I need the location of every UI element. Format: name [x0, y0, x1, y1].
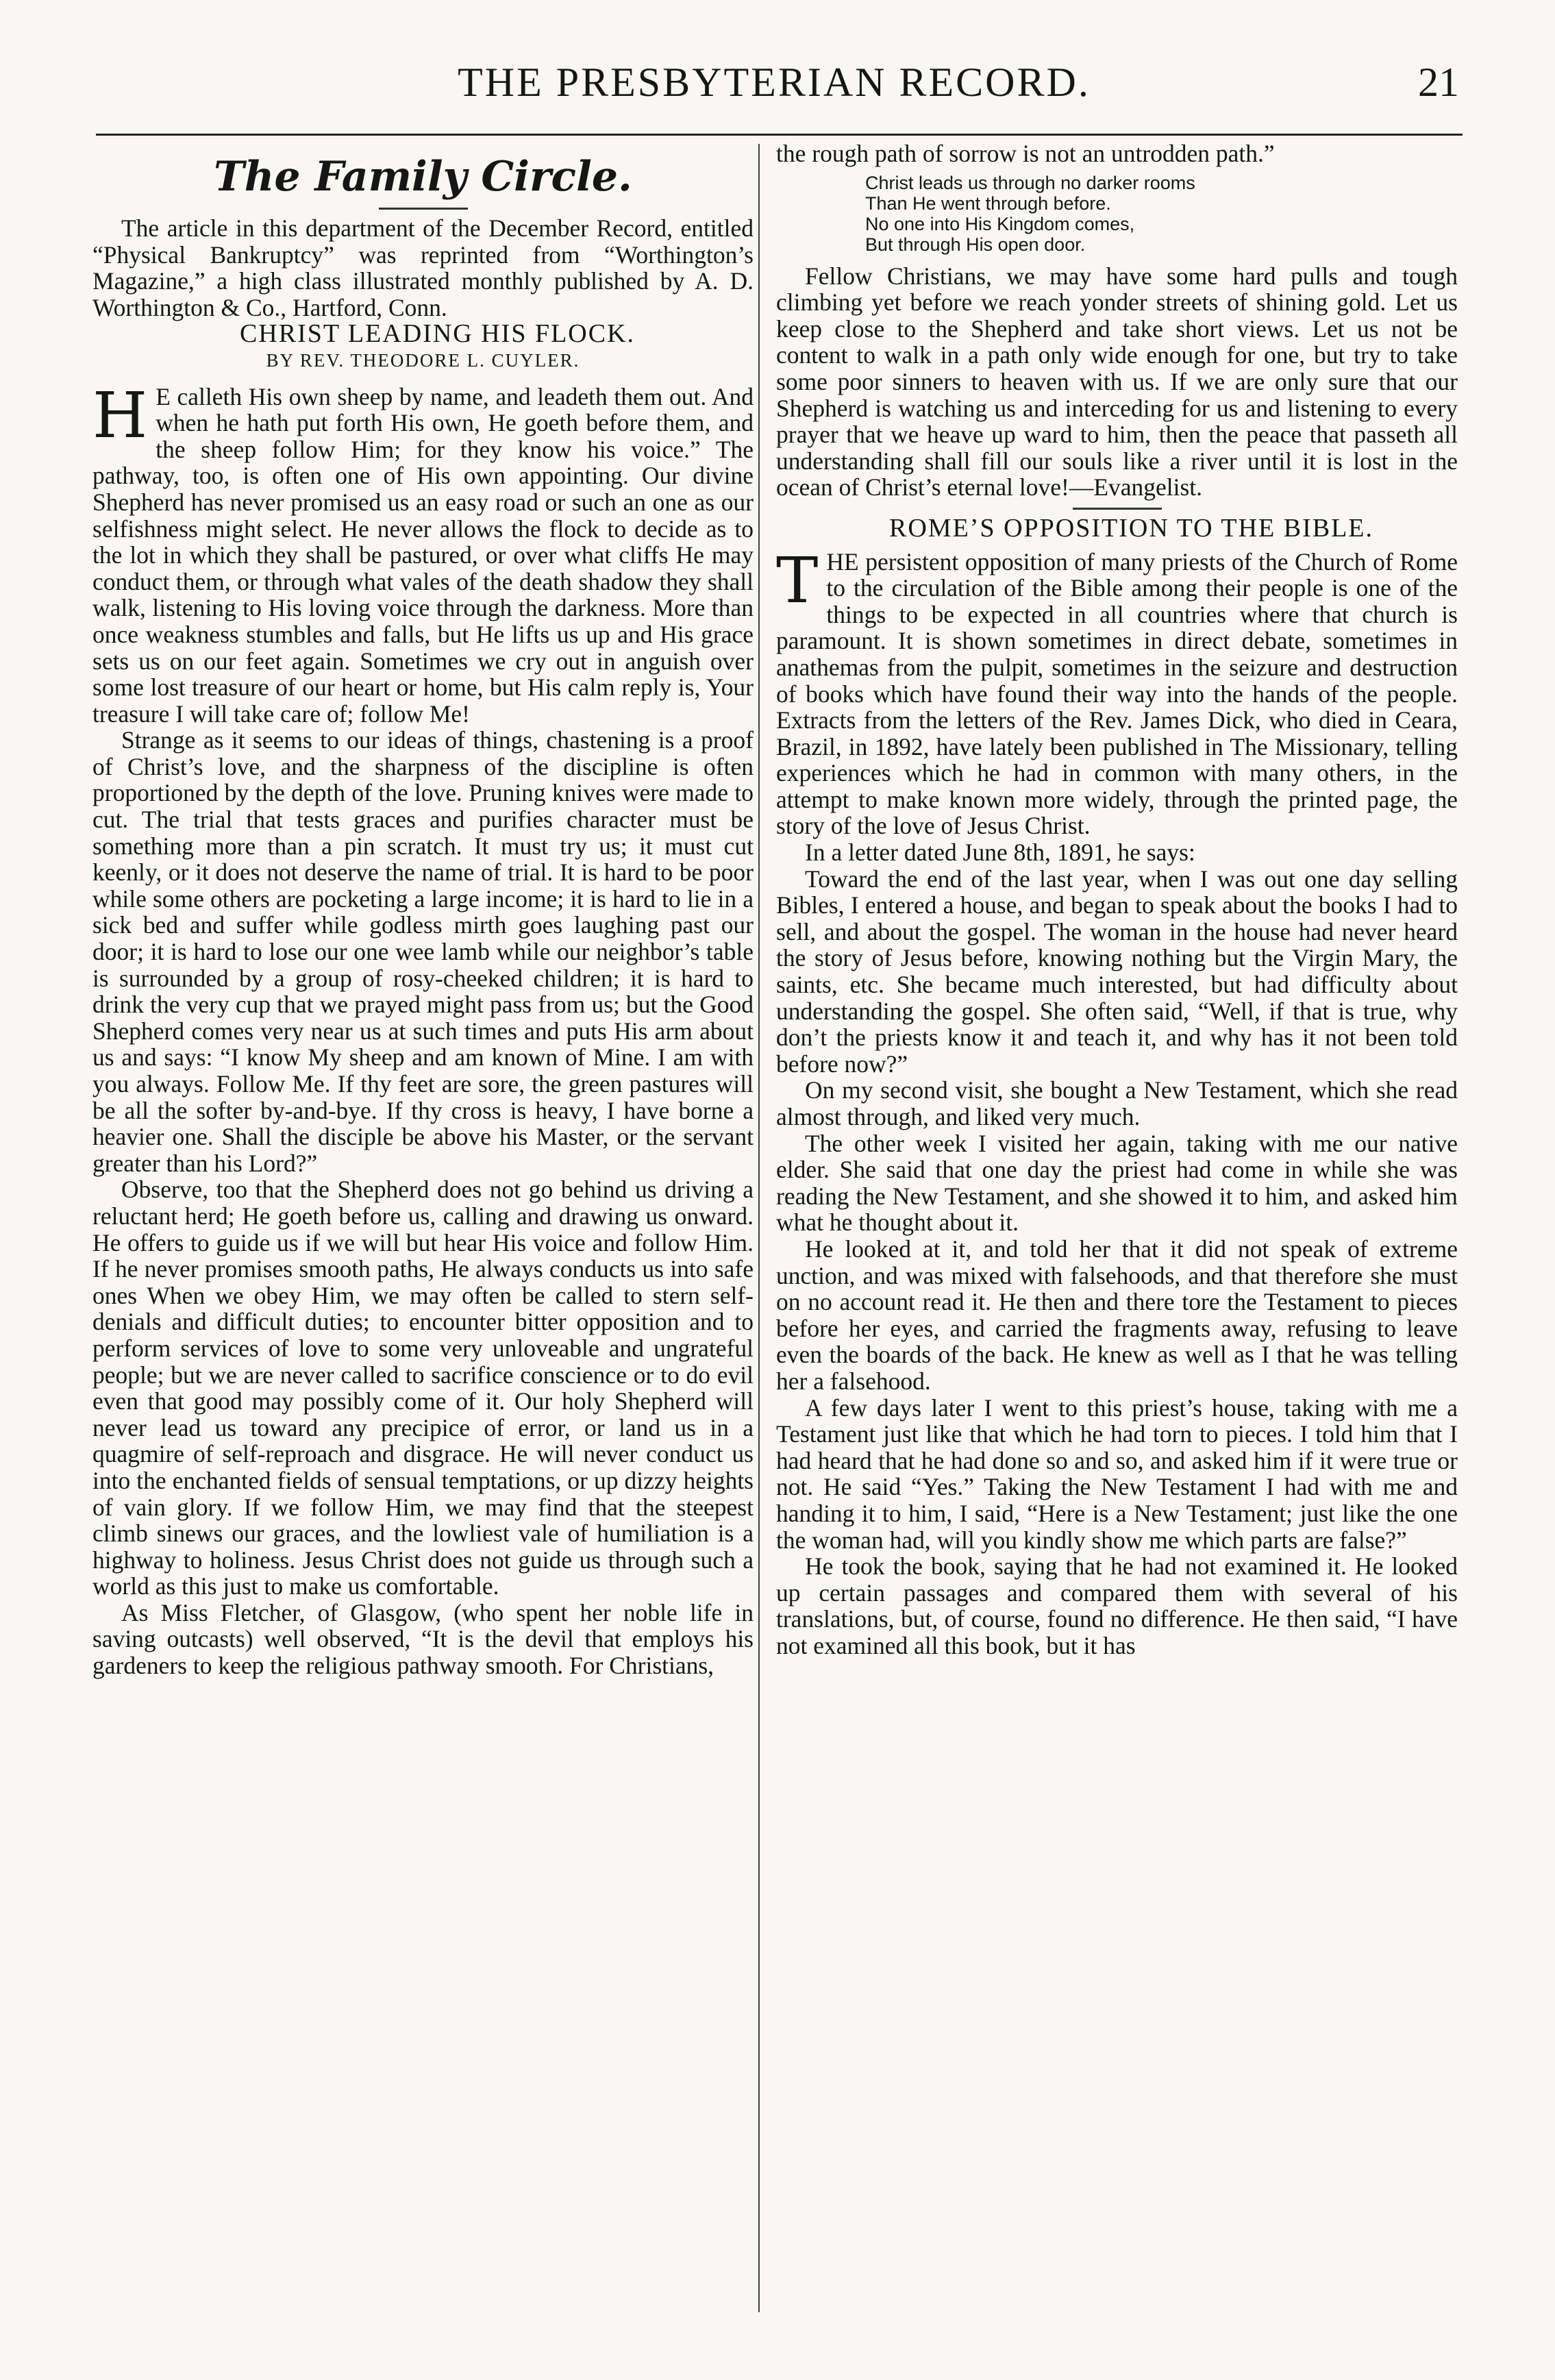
publication-title: THE PRESBYTERIAN RECORD.: [458, 60, 1091, 105]
poem-stanza: [865, 173, 1458, 255]
article-byline: BY REV. THEODORE L. CUYLER.: [266, 349, 580, 371]
paragraph: In a letter dated June 8th, 1891, he says:: [805, 839, 1195, 867]
section-rule: [379, 208, 468, 210]
article-title: ROME’S OPPOSITION TO THE BIBLE.: [889, 513, 1373, 543]
column-divider: [758, 144, 760, 2312]
poem-line: But through His open door.: [865, 234, 1086, 255]
paragraph: A few days later I went to this priest’s house, taking with me a Testament just like that which he had torn to pieces. I told him that I had heard that he had done so and so, and asked him if it were true or not. He said “Yes.” Taking the New Testament I had with me and handing it to him, I said, “Here is a New Testament; just like the one the woman had, will you kindly show me which parts are false?”: [776, 1393, 1458, 1554]
paragraph: The other week I visited her again, taking with me our native elder. She said that one day the priest had come in while she was reading the New Testament, and she showed it to him, and asked him what he thought about it.: [776, 1129, 1458, 1237]
header-rule: [96, 134, 1463, 136]
poem-line: No one into His Kingdom comes,: [865, 213, 1135, 234]
paragraph: Strange as it seems to our ideas of things, chastening is a proof of Christ’s love, and the sharpness of the discipline is often proportioned by the depth of the love. Pruning knives were made to cut. The trial that tests graces and purifies character must be something more than a pin scratch. It must try us; it must cut keenly, or it does not deserve the name of trial. It is hard to be poor while some others are pocketing a large income; it is hard to lie in a sick bed and suffer while godless mirth goes laughing past our door; it is hard to lose our one wee lamb while our neighbor’s table is surrounded by a group of rosy-cheeked children; it is hard to drink the very cup that we prayed might pass from us; but the Good Shepherd comes very near us at such times and puts His arm about us and says: “I know My sheep and am known of Mine. I am with you always. Follow Me. If thy feet are sore, the green pastures will be all the softer by-and-bye. If thy cross is heavy, I have borne a heavier one. Shall the disciple be above his Master, or the servant greater than his Lord?”: [92, 726, 754, 1177]
paragraph: Toward the end of the last year, when I was out one day selling Bibles, I entered a house, and began to speak about the books I had to sell, and about the gospel. The woman in the house had never heard the story of Jesus before, knowing nothing but the Virgin Mary, the saints, etc. She became much interested, but had difficulty about understanding the gospel. She often said, “Well, if that is true, why don’t the priests know it and teach it, and why has it not been told before now?”: [776, 865, 1458, 1078]
paragraph: On my second visit, she bought a New Testament, which she read almost through, and liked very much.: [776, 1076, 1458, 1130]
drop-cap: H: [92, 378, 148, 452]
paragraph: Observe, too that the Shepherd does not go behind us driving a reluctant herd; He goeth before us, calling and drawing us onward. He offers to guide us if we will but hear His voice and follow Him. If he never promises smooth paths, He always conducts us into safe ones When we obey Him, we may often be called to stern self-denials and difficult duties; to encounter bitter opposition and to perform services of love to some very unloveable and ungrateful people; but we are never called to sacrifice conscience or to do evil even that good may possibly come of it. Our holy Shepherd will never lead us toward any precipice of error, or land us in a quagmire of self-reproach and disgrace. He will never conduct us into the enchanted fields of sensual temptations, or up dizzy heights of vain glory. If we follow Him, we may find that the steepest climb sinews our graces, and the lowliest vale of humiliation is a highway to holiness. Jesus Christ does not guide us through such a world as this just to make us comfortable.: [92, 1176, 754, 1600]
right-column: [776, 140, 1458, 1659]
intro-paragraph: The article in this department of the December Record, entitled “Physical Bankruptcy” was reprinted from “Worthington’s Magazine,” a high class illustrated monthly published by A. D. Worthington & Co., Hartford, Conn.: [92, 214, 754, 321]
paragraph-text: HE persistent opposition of many priests of the Church of Rome to the circulation of the Bible among their people is one of the things to be expected in all countries where that church is paramount. It is shown sometimes in direct debate, sometimes in anathemas from the pulpit, sometimes in the seizure and destruction of books which have found their way into the hands of the people. Extracts from the letters of the Rev. James Dick, who died in Ceara, Brazil, in 1892, have lately been published in The Missionary, telling experiences which he had in common with many others, in the attempt to make known more widely, through the printed page, the story of the love of Jesus Christ.: [776, 547, 1458, 840]
left-column: [92, 140, 754, 1679]
poem-line: Than He went through before.: [865, 193, 1111, 214]
drop-cap: T: [776, 543, 819, 617]
poem-line: Christ leads us through no darker rooms: [865, 172, 1195, 193]
section-rule: [1073, 508, 1162, 510]
paragraph: [92, 378, 754, 728]
paragraph-text: E calleth His own sheep by name, and leadeth them out. And when he hath put forth His own, He goeth before them, and the sheep follow Him; for they know his voice.” The pathway, too, is often one of His own appointing. Our divine Shepherd has never promised us an easy road or such an one as our selfishness might select. He never allows the flock to decide as to the lot in which they shall be pastured, or over what cliffs He may conduct them, or through what vales of the death shadow they shall walk, listening to His loving voice through the darkness. More than once weakness stumbles and falls, but He lifts us up and His grace sets us on our feet again. Sometimes we cry out in anguish over some lost treasure of our heart or home, but His calm reply is, Your treasure I will take care of; follow Me!: [92, 382, 754, 728]
paragraph: Fellow Christians, we may have some hard pulls and tough climbing yet before we reach yonder streets of shining gold. Let us keep close to the Shepherd and take short views. Let us not be content to walk in a path only wide enough for one, but try to take some poor sinners to heaven with us. If we are only sure that our Shepherd is watching us and interceding for us and listening to every prayer that we heave up ward to him, then the peace that passeth all understanding shall fill our souls like a river until it is lost in the ocean of Christ’s eternal love!—Evangelist.: [776, 262, 1458, 501]
page-number: 21: [1418, 60, 1459, 105]
paragraph: [776, 543, 1458, 840]
paragraph: As Miss Fletcher, of Glasgow, (who spent her noble life in saving outcasts) well observed, “It is the devil that employs his gardeners to keep the religious pathway smooth. For Christians,: [92, 1598, 754, 1680]
paragraph: He took the book, saying that he had not examined it. He looked up certain passages and compared them with several of his translations, but, of course, found no difference. He then said, “I have not examined all this book, but it has: [776, 1552, 1458, 1659]
section-heading: The Family Circle.: [214, 153, 632, 201]
paragraph: the rough path of sorrow is not an untrodden path.”: [776, 140, 1275, 167]
article-title: CHRIST LEADING HIS FLOCK.: [239, 319, 636, 349]
page-header: [89, 59, 1459, 125]
paragraph: He looked at it, and told her that it did not speak of extreme unction, and was mixed with falsehoods, and that therefore she must on no account read it. He then and there tore the Testament to pieces before her eyes, and carried the fragments away, refusing to leave even the boards of the back. He knew as well as I that he was telling her a falsehood.: [776, 1235, 1458, 1395]
